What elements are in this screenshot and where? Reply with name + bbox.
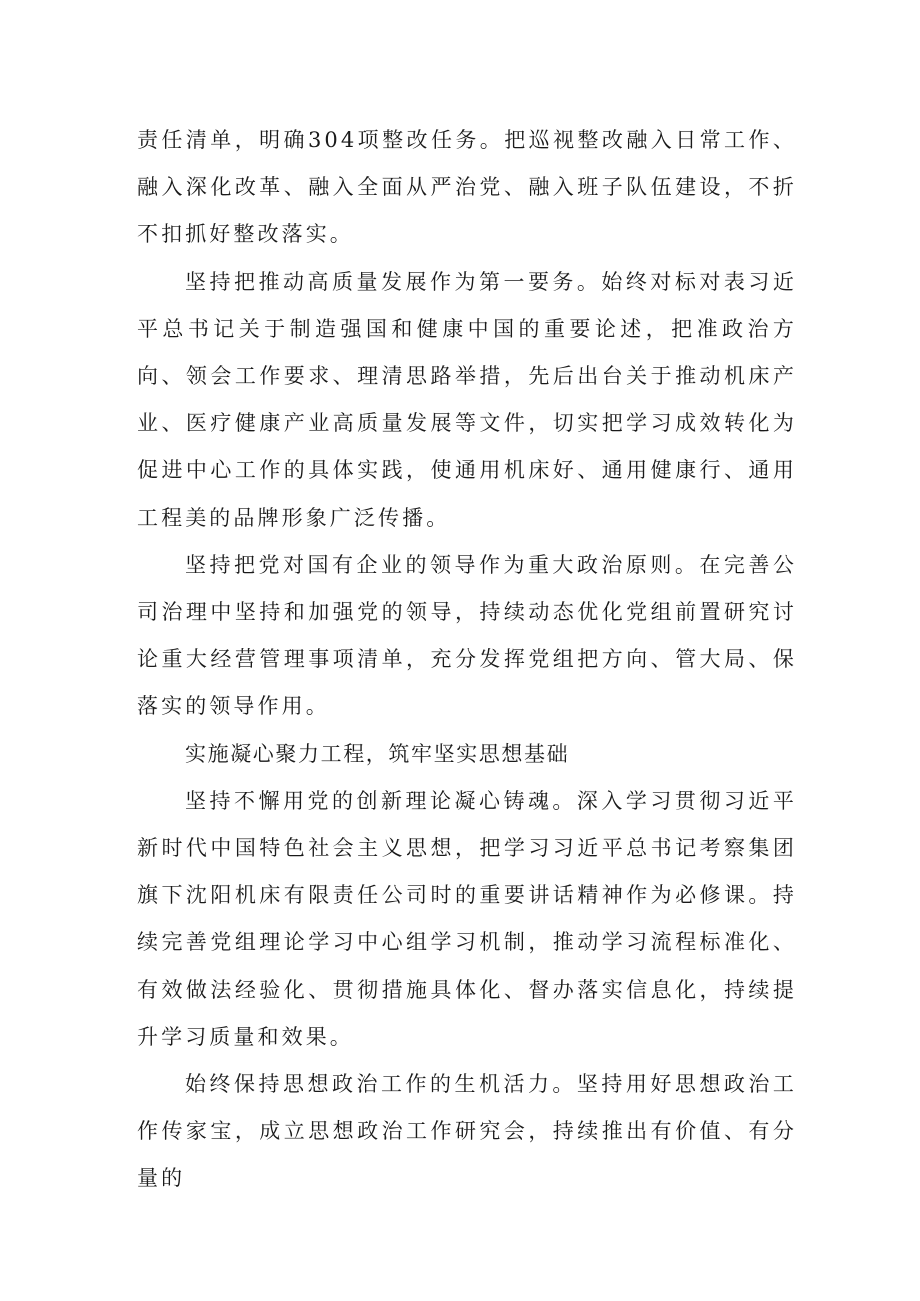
section-heading: 实施凝心聚力工程，筑牢坚实思想基础 xyxy=(185,741,570,766)
paragraph-continuation: 责任清单，明确304项整改任务。把巡视整改融入日常工作、融入深化改革、融入全面从严治党、融入班子队伍建设，不折不扣抓好整改落实。 xyxy=(137,128,797,247)
paragraph-party-leadership: 坚持把党对国有企业的领导作为重大政治原则。在完善公司治理中坚持和加强党的领导，持续动态优化党组前置研究讨论重大经营管理事项清单，充分发挥党组把方向、管大局、保落实的领导作用。 xyxy=(137,552,797,719)
paragraph-ideological-work: 始终保持思想政治工作的生机活力。坚持用好思想政治工作传家宝，成立思想政治工作研究会，持续推出有价值、有分量的 xyxy=(137,1072,797,1191)
paragraph-high-quality-development: 坚持把推动高质量发展作为第一要务。始终对标对表习近平总书记关于制造强国和健康中国的重要论述，把准政治方向、领会工作要求、理清思路举措，先后出台关于推动机床产业、医疗健康产业高质量发展等文件，切实把学习成效转化为促进中心工作的具体实践，使通用机床好、通用健康行、通用工程美的品牌形象广泛传播。 xyxy=(137,269,797,530)
document-body xyxy=(137,117,797,1203)
paragraph-innovative-theory: 坚持不懈用党的创新理论凝心铸魂。深入学习贯彻习近平新时代中国特色社会主义思想，把学习习近平总书记考察集团旗下沈阳机床有限责任公司时的重要讲话精神作为必修课。持续完善党组理论学习中心组学习机制，推动学习流程标准化、有效做法经验化、贯彻措施具体化、督办落实信息化，持续提升学习质量和效果。 xyxy=(137,788,797,1049)
